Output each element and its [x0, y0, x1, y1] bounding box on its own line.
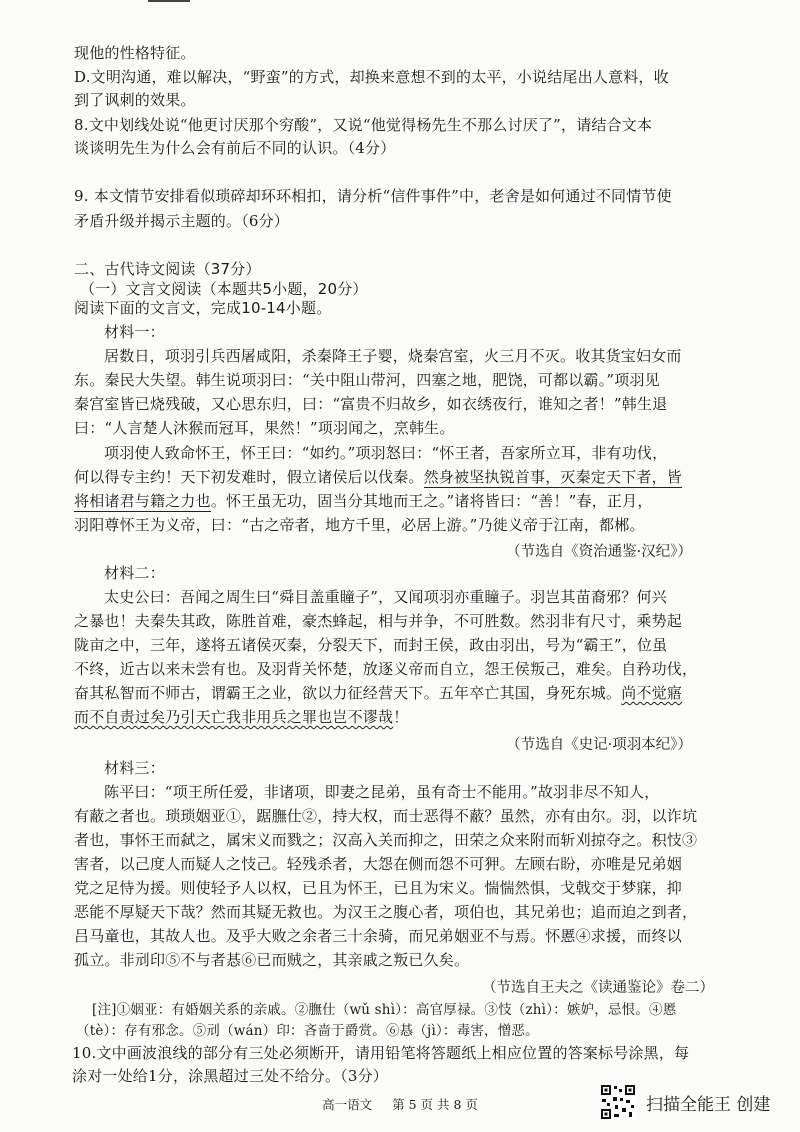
annotation-line1: [注]①姻亚：有婚姻关系的亲戚。②膴仕（wǔ shì）：高官厚禄。③忮（zhì）：嫉妒，忌恨。④慝: [92, 1002, 677, 1018]
material-2-label: 材料二：: [104, 564, 165, 582]
q7-option-d-line1: D.文明沟通，难以解决，“野蛮”的方式，却换来意想不到的太平，小说结尾出人意料，收: [74, 68, 669, 86]
material-2-text: ！: [393, 708, 409, 726]
wavy-underlined-text: 尚不觉寤: [621, 684, 683, 702]
question-8-line1: 8.文中划线处说“他更讨厌那个穷酸”，又说“他觉得杨先生不那么讨厌了”，请结合文本: [74, 116, 653, 134]
material-3-line: 孤立。非刓印⑤不与者惎⑥已而贼之，其亲戚之叛已久矣。: [74, 951, 470, 969]
material-3-line: 吕马童也，其故人也。及乎大败之余者三十余骑，而兄弟姻亚不与焉。怀慝④求援，而终以: [74, 927, 683, 945]
material-3-label: 材料三：: [104, 759, 165, 777]
question-8-line2: 谈谈明先生为什么会有前后不同的认识。（4分）: [74, 139, 396, 157]
material-1-line: 项羽使人致命怀王，怀王曰：“如约。”项羽怒曰：“怀王者，吾家所立耳，非有功伐，: [104, 444, 668, 462]
question-9-line2: 矛盾升级并揭示主题的。（6分）: [74, 212, 290, 230]
annotation-line2: （tè）：存有邪念。⑤刓（wán）印：吝啬于爵赏。⑥惎（jì）：毒害，憎恶。: [76, 1023, 539, 1039]
material-2-line: [74, 683, 682, 703]
material-1-label: 材料一：: [104, 323, 165, 341]
wavy-underlined-text: 而不自责过矣乃引天亡我非用兵之罪也岂不谬哉: [74, 708, 394, 726]
material-3-line: 陈平曰：“项王所任爱，非诸项，即妻之昆弟，虽有奇士不能用。”故羽非尽不知人，: [104, 783, 660, 801]
material-1-line: 羽阳尊怀王为义帝，曰：“古之帝者，地方千里，必居上游。”乃徙义帝于江南，都郴。: [74, 516, 645, 534]
material-3-source: （节选自王夫之《读通鉴论》卷二）: [482, 980, 714, 996]
q7-tail: 现他的性格特征。: [74, 44, 196, 62]
material-1-line: 居数日，项羽引兵西屠咸阳，杀秦降王子婴，烧秦宫室，火三月不灭。收其货宝妇女而: [104, 347, 682, 365]
material-1-text: 何以得专主约！天下初发难时，假立诸侯后以伐秦。: [74, 468, 424, 486]
footer-page-info: 第 5 页 共 8 页: [392, 1097, 478, 1112]
material-2-source: （节选自《史记·项羽本纪》）: [506, 737, 692, 753]
scanner-watermark: 扫描全能王 创建: [646, 1095, 771, 1115]
material-1-line: [74, 467, 682, 487]
material-3-line: 有蔽之者也。琐琐姻亚①，踞膴仕②，持大权，而士恶得不蔽？虽然，亦有由尔。羽，以诈坑: [74, 807, 698, 825]
material-2-line: 太史公曰：吾闻之周生曰“舜目盖重瞳子”，又闻项羽亦重瞳子。羽岂其苗裔邪？何兴: [104, 588, 667, 606]
material-2-line: 不终，近古以来未尝有也。及羽背关怀楚，放逐义帝而自立，怨王侯叛己，难矣。自矜功伐，: [74, 660, 698, 678]
q7-option-d-line2: 到了讽刺的效果。: [74, 91, 196, 109]
question-10-line2: 涂对一处给1分，涂黑超过三处不给分。（3分）: [72, 1067, 388, 1085]
material-2-line: 陇亩之中，三年，遂将五诸侯灭秦，分裂天下，而封王侯，政由羽出，号为“霸王”，位虽: [74, 636, 668, 654]
question-9-line1: 9. 本文情节安排看似琐碎却环环相扣，请分析“信件事件”中，老舍是如何通过不同情节使: [74, 187, 672, 205]
question-10-line1: 10.文中画波浪线的部分有三处必须断开，请用铅笔将答题纸上相应位置的答案标号涂黑，每: [72, 1044, 690, 1062]
footer-subject: 高一语文: [322, 1097, 373, 1112]
material-3-line: 者也，事怀王而弑之，属宋义而戮之；汉高入关而抑之，田荣之众来附而斩刈掠夺之。积忮③: [74, 831, 698, 849]
material-1-line: 曰：“人言楚人沐猴而冠耳，果然！”项羽闻之，烹韩生。: [74, 419, 455, 437]
material-3-line: 党之足恃为援。则使轻予人以权，已且为怀王，已且为宋义。惴惴然惧，戈戟交于梦寐，抑: [74, 879, 683, 897]
underlined-sentence: 将相诸君与籍之力也: [74, 492, 211, 510]
material-1-source: （节选自《资治通鉴·汉纪》）: [506, 544, 692, 560]
material-3-line: 害者，以己度人而疑人之忮己。轻残杀者，大怨在侧而怨不可狎。左顾右盼，亦唯是兄弟姻: [74, 855, 683, 873]
material-1-line: 东。秦民大失望。韩生说项羽曰：“关中阻山带河，四塞之地，肥饶，可都以霸。”项羽见: [74, 371, 660, 389]
material-2-line: [74, 707, 408, 727]
underlined-sentence: 然身被坚执锐首事，灭秦定天下者，皆: [423, 468, 683, 486]
material-2-text: 奋其私智而不师古，谓霸王之业，欲以力征经营天下。五年卒亡其国，身死东城。: [74, 684, 622, 702]
material-3-line: 恶能不厚疑天下哉？然而其疑无救也。为汉王之腹心者，项伯也，其兄弟也；追而迫之到者，: [74, 903, 698, 921]
reading-instruction: 阅读下面的文言文，完成10-14小题。: [74, 299, 332, 317]
subsection-1-title: （一）文言文阅读（本题共5小题，20分）: [80, 280, 368, 298]
material-1-line: 秦宫室皆已烧残破，又心思东归，曰：“富贵不归故乡，如衣绣夜行，谁知之者！”韩生退: [74, 395, 668, 413]
material-1-line: [74, 491, 653, 511]
scan-edge-mark: [148, 0, 190, 2]
qr-code-icon: [600, 1084, 636, 1120]
material-1-text: 。怀王虽无功，固当分其地而王之。”诸将皆曰：“善！”春，正月，: [210, 492, 653, 510]
section-2-title: 二、古代诗文阅读（37分）: [74, 260, 261, 278]
material-2-line: 之暴也！夫秦失其政，陈胜首难，豪杰蜂起，相与并争，不可胜数。然羽非有尺寸，乘势起: [74, 612, 683, 630]
